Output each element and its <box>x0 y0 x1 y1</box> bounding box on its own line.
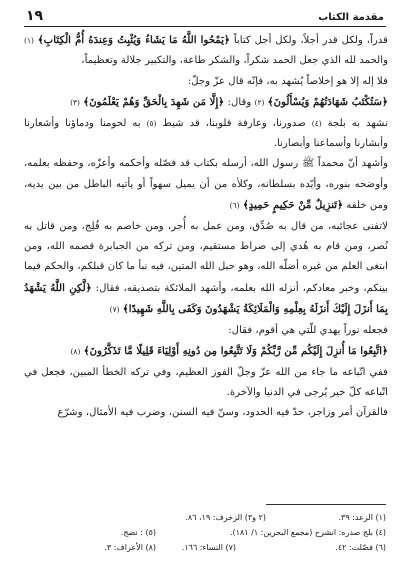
paragraph-6 <box>24 217 388 321</box>
footnote-ref: (٨) <box>70 347 81 357</box>
text-run: به لحومنا ودماؤنا وأشعارنا وأبشارنا وأسماعنا وأبصارنا. <box>24 117 388 150</box>
text-run: والحمد لله الذي جعل الحمد شكراً، والشكر طاعة، والتكبير جلالة وتعظيماً، <box>81 55 388 67</box>
quran-verse: ﴿اتَّبِعُوا مَا أُنزِلَ إِلَيْكُم مِّن رَّبِّكُمْ وَلَا تَتَّبِعُوا مِن دُونِهِ أَوْلِيَاءَ قَلِيلًا مَّا تَذَكَّرُونَ﴾ <box>83 345 388 358</box>
text-run: لاتفنى عجائبه، من قال به صُدِّق، ومن عمل به أُجر، ومن خاصم به فُلِج، ومن قاتل به نُصر، ومن قام به هُدي إلى صراط مستقيم، ومن تركه من الجبابرة قصمه الله، ومن ابتغى العلم من غيره أضلّه الله، وهو حبل الله المتين، فيه نبأ ما كان قبلكم، والحكم فيما بينكم، وخبر معادكم، أنزله الله بعلمه، وأشهد الملائكة بتصديقه، فقال: <box>24 220 388 294</box>
footnote-ref: (٣) <box>70 98 80 108</box>
quran-verse: ﴿تَنزِيلٌ مِّنْ حَكِيمٍ حَمِيدٍ﴾ <box>242 199 344 212</box>
quran-verse: ﴿لَّكِنِ اللَّهُ يَشْهَدُ بِمَا أَنزَلَ إِلَيْكَ أَنزَلَهُ بِعِلْمِهِ وَالْمَلَائِكَةُ يَشْهَدُونَ وَكَفَى بِاللَّهِ شَهِيدًا﴾ <box>24 281 388 316</box>
page-number: ١٩ <box>26 8 44 24</box>
text-run: وأشهد أنّ محمداً ﷺ رسول الله، أرسله بكتاب قد فصّله وأحكمه وأعزّه، وحفظه بعلمه، وأوضحه بنوره، وأيّده بسلطانه، وكلأه من أن يميل سهواً أو يأتيه الباطل من بين يديه، ومن خلفه <box>24 158 388 212</box>
page-body <box>24 30 388 424</box>
quran-verse: ﴿سَتُكْتَبُ شَهَادَتُهُمْ وَيُسْأَلُونَ﴾ <box>267 96 388 109</box>
footnote-5: (٥) : نضج. <box>120 528 156 537</box>
text-run: فجعله نوراً يهدي للّتي هي أقوم، فقال: <box>228 324 388 336</box>
footnote-ref: (١) <box>24 36 34 45</box>
paragraph-2 <box>24 72 388 92</box>
text-run: ففي اتّباعه ما جاء من الله عزّ وجلّ الفوز العظيم، وفي تركه الخطأ المبين، فجعل في اتّباعه كلّ خير يُرجى في الدنيا والآخرة. <box>24 366 388 398</box>
text-run: صدورنا، وعارفة قلوبنا، قد شيط <box>162 117 306 129</box>
page-header <box>24 6 386 27</box>
footnote-1: (١) الرعد: ٣٩. <box>338 513 386 522</box>
quran-verse: ﴿إِلَّا مَن شَهِدَ بِالْحَقِّ وَهُمْ يَعْلَمُونَ﴾ <box>83 96 225 109</box>
footnote-row <box>24 525 386 540</box>
paragraph-1 <box>24 30 388 72</box>
paragraph-5 <box>24 154 388 216</box>
chapter-title: مقدمة الكتاب <box>318 12 384 23</box>
paragraph-9 <box>24 363 388 404</box>
footnote-ref: (٦) <box>229 201 240 211</box>
text-run: نشهد به بلجة <box>327 117 388 129</box>
footnote-6: (٦) فصّلت: ٤٢. <box>335 543 386 552</box>
footnote-2-3: (٢ و٣) الزخرف: ١٩، ٨٦. <box>185 513 266 522</box>
paragraph-7 <box>24 321 388 341</box>
text-run: قدراً، ولكل قدر أجلاً، ولكل أجل كتاباً <box>233 35 388 46</box>
footnote-ref: (٧) <box>109 305 120 315</box>
text-run: فالقرآن أمر وزاجر، حدّ فيه الحدود، وسنّ فيه السنن، وضرب فيه الأمثال، وشرّع <box>57 407 388 419</box>
footnote-ref: (٢) <box>254 98 265 108</box>
paragraph-3 <box>24 92 388 113</box>
footnote-row <box>24 510 386 525</box>
footnote-8: (٨) الأعراف: ٣. <box>104 543 156 552</box>
footnote-7: (٧) النساء: ١٦٦. <box>181 543 236 552</box>
paragraph-4 <box>24 114 388 155</box>
footnotes <box>24 510 386 555</box>
footnote-divider <box>266 504 386 505</box>
text-run: وقال: <box>227 97 252 109</box>
paragraph-8 <box>24 341 388 362</box>
text-run: فلا إله إلا هو إخلاصاً يُشهد به، فإنّه قال عزّ وجلّ: <box>187 75 388 87</box>
quran-verse: ﴿يَمْحُوا اللَّهُ مَا يَشَاءُ وَيُثْبِتُ وَعِندَهُ أُمُّ الْكِتَابِ﴾ <box>37 34 231 46</box>
footnote-ref: (٤) <box>311 118 322 128</box>
footnote-ref: (٥) <box>146 118 157 128</box>
paragraph-10 <box>24 403 388 423</box>
footnote-4: (٤) بلج صدره: انشرح (مجمع البحرين: ١/ ١٨١). <box>230 528 386 537</box>
footnote-row <box>24 540 386 555</box>
